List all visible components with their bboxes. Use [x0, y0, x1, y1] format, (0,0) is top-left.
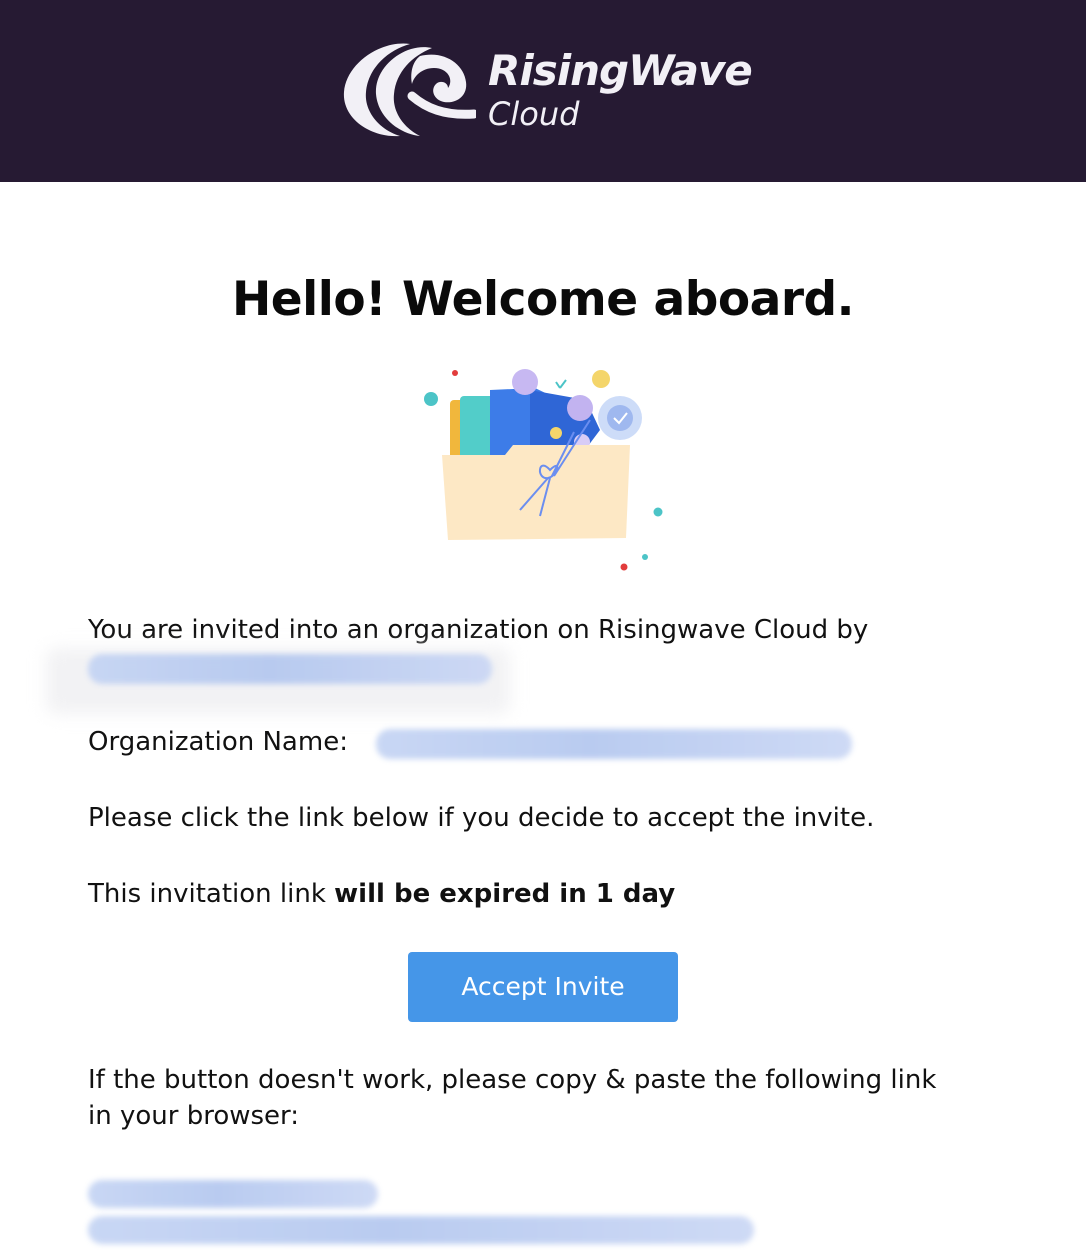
org-name-label: Organization Name:	[88, 727, 348, 757]
fallback-text-line1: If the button doesn't work, please copy & paste the following link	[88, 1065, 937, 1095]
expiry-prefix: This invitation link	[88, 879, 335, 909]
email-header	[0, 0, 1086, 182]
brand-product: Cloud	[488, 95, 580, 133]
invite-intro-text: You are invited into an organization on Risingwave Cloud by	[88, 615, 869, 645]
instruction-text: Please click the link below if you decide to accept the invite.	[88, 803, 875, 833]
redacted-invite-link-line2[interactable]	[88, 1216, 754, 1244]
redacted-invite-link-line1[interactable]	[88, 1180, 378, 1208]
redacted-inviter-email[interactable]	[88, 654, 492, 684]
accept-invite-button[interactable]: Accept Invite	[408, 952, 678, 1022]
page-title: Hello! Welcome aboard.	[231, 272, 855, 327]
gift-folder-icon	[410, 360, 680, 580]
fallback-text-line2: in your browser:	[88, 1101, 300, 1131]
expiry-duration: will be expired in 1 day	[334, 879, 676, 909]
brand-name: RisingWave	[488, 46, 752, 95]
risingwave-logo-icon	[340, 38, 476, 142]
expiry-text	[88, 876, 675, 912]
redacted-org-name[interactable]	[376, 729, 852, 759]
